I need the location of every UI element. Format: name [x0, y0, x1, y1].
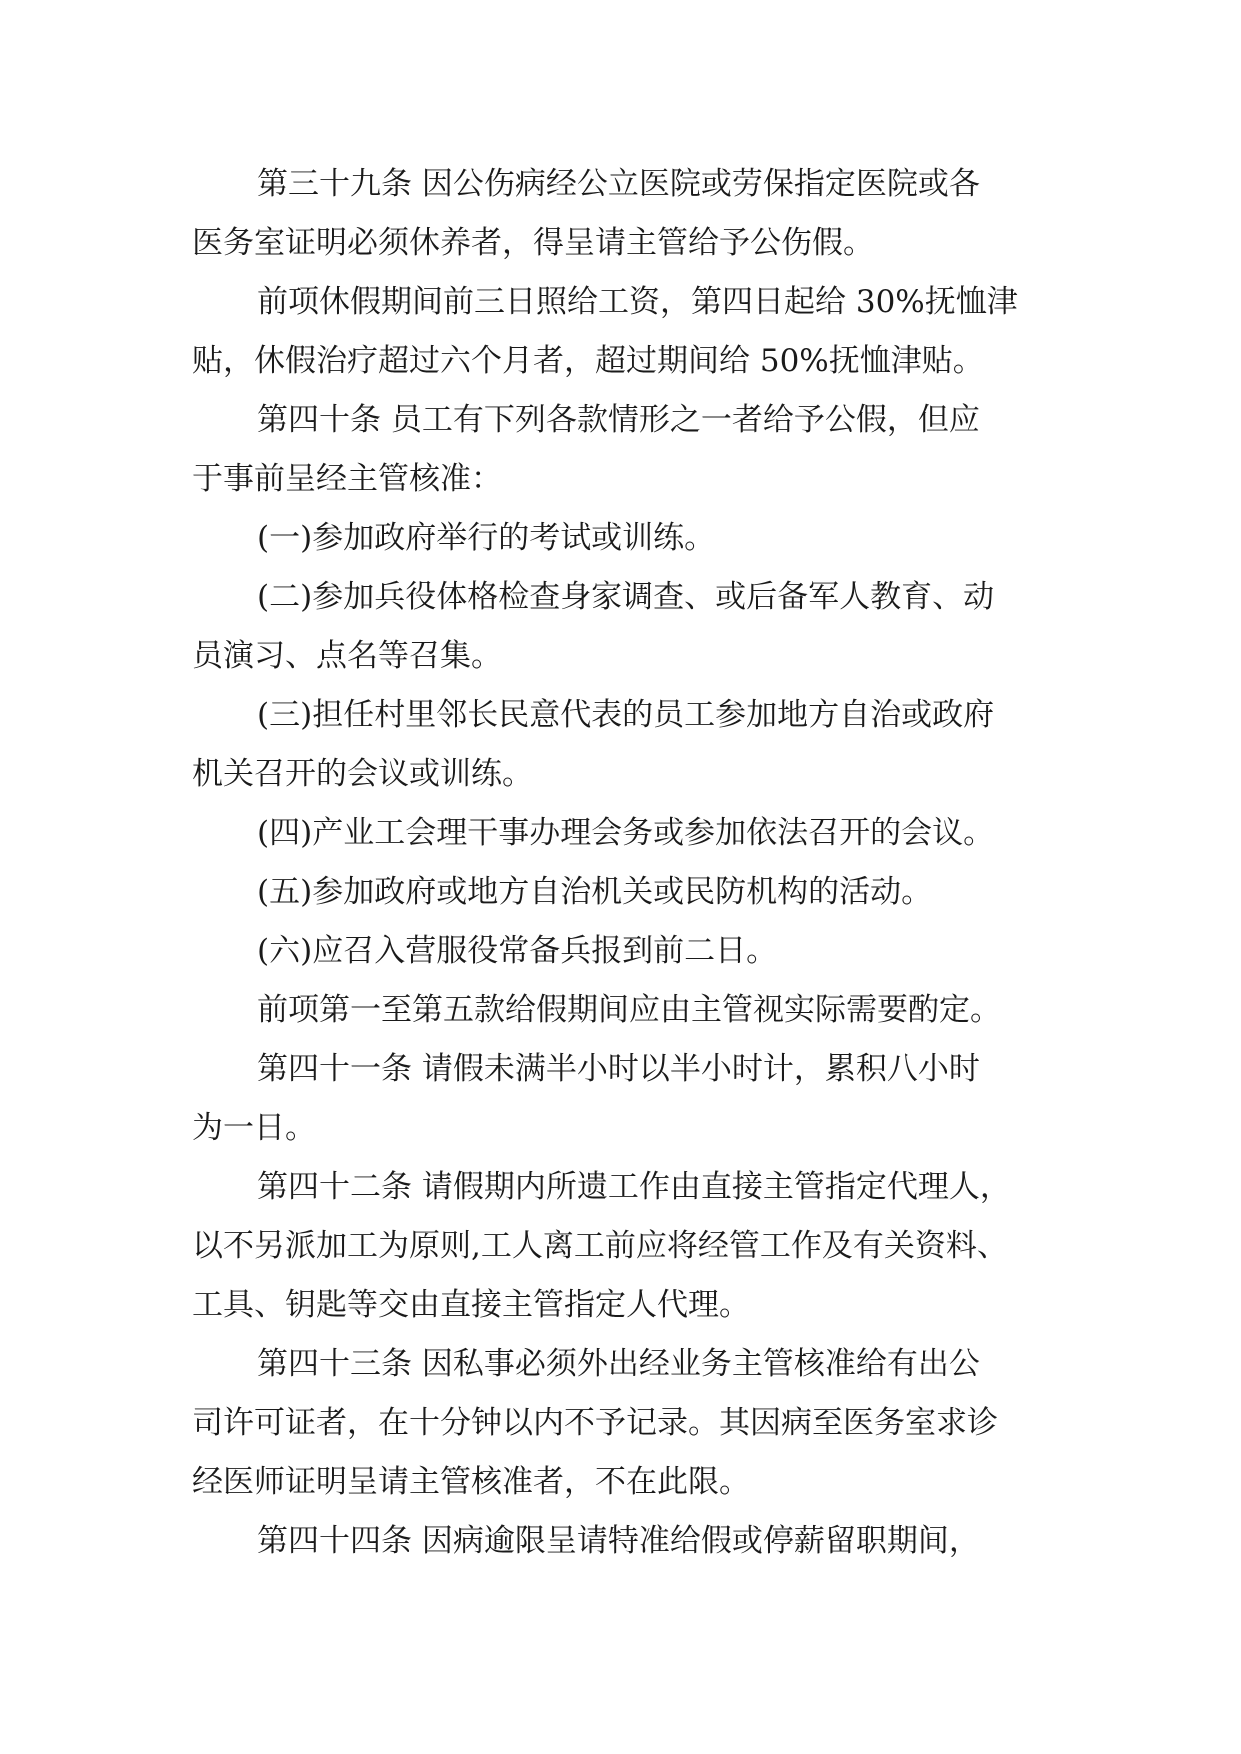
paragraph-article-42: [192, 1161, 1072, 1338]
list-item-5: [192, 866, 1072, 925]
text-line: 为一日。: [192, 1110, 316, 1146]
list-item-2: [192, 571, 1072, 689]
paragraph-injury-leave-pay: [192, 276, 1072, 394]
paragraph-article-44: [192, 1515, 1072, 1574]
text-line: (四)产业工会理干事办理会务或参加依法召开的会议。: [257, 815, 995, 851]
text-line: 第四十一条 请假未满半小时以半小时计，累积八小时: [257, 1051, 980, 1087]
text-line: 员演习、点名等召集。: [192, 638, 502, 674]
list-item-6: [192, 925, 1072, 984]
text-line: (六)应召入营服役常备兵报到前二日。: [257, 933, 778, 969]
text-line: 医务室证明必须休养者，得呈请主管给予公伤假。: [192, 225, 874, 261]
paragraph-article-41: [192, 1043, 1072, 1161]
paragraph-article-40: [192, 394, 1072, 512]
text-line: 第四十二条 请假期内所遗工作由直接主管指定代理人，: [257, 1169, 1011, 1205]
text-line: 以不另派加工为原则,工人离工前应将经管工作及有关资料、: [192, 1228, 1008, 1264]
text-line: 机关召开的会议或训练。: [192, 756, 533, 792]
list-item-3: [192, 689, 1072, 807]
text-line: 第四十四条 因病逾限呈请特准给假或停薪留职期间，: [257, 1523, 980, 1559]
paragraph-article-43: [192, 1338, 1072, 1515]
text-line: 司许可证者，在十分钟以内不予记录。其因病至医务室求诊: [192, 1405, 998, 1441]
text-line: 于事前呈经主管核准：: [192, 461, 502, 497]
list-item-1: [192, 512, 1072, 571]
document-body: [192, 158, 1072, 1574]
text-line: 贴，休假治疗超过六个月者，超过期间给 50%抚恤津贴。: [192, 343, 984, 379]
text-line: 第三十九条 因公伤病经公立医院或劳保指定医院或各: [257, 166, 980, 202]
text-line: (五)参加政府或地方自治机关或民防机构的活动。: [257, 874, 933, 910]
text-line: 前项休假期间前三日照给工资，第四日起给 30%抚恤津: [257, 284, 1018, 320]
text-line: 第四十条 员工有下列各款情形之一者给予公假，但应: [257, 402, 980, 438]
text-line: 工具、钥匙等交由直接主管指定人代理。: [192, 1287, 750, 1323]
paragraph-article-39: [192, 158, 1072, 276]
text-line: (三)担任村里邻长民意代表的员工参加地方自治或政府: [257, 697, 995, 733]
text-line: 第四十三条 因私事必须外出经业务主管核准给有出公: [257, 1346, 980, 1382]
paragraph-leave-duration-note: [192, 984, 1072, 1043]
text-line: 经医师证明呈请主管核准者，不在此限。: [192, 1464, 750, 1500]
list-item-4: [192, 807, 1072, 866]
text-line: (二)参加兵役体格检查身家调查、或后备军人教育、动: [257, 579, 995, 615]
text-line: (一)参加政府举行的考试或训练。: [257, 520, 716, 556]
text-line: 前项第一至第五款给假期间应由主管视实际需要酌定。: [257, 992, 1001, 1028]
